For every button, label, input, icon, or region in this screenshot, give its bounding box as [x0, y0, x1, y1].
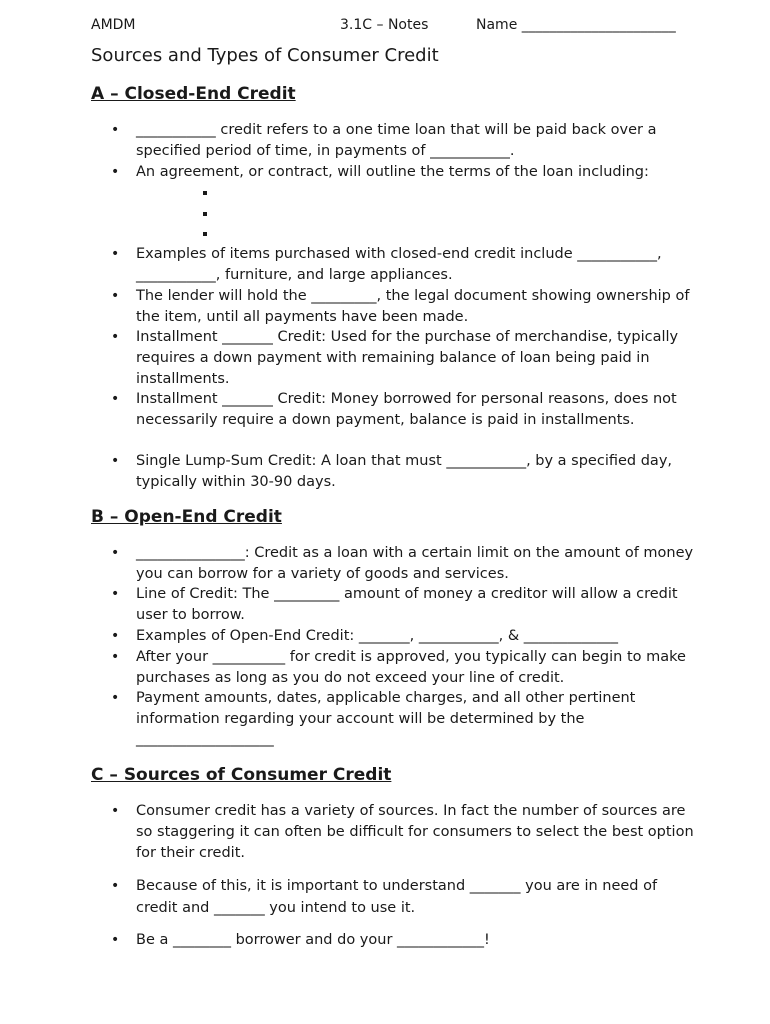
name-field: Name ______________________ [476, 17, 676, 33]
section-c-heading: C – Sources of Consumer Credit [91, 765, 392, 785]
sub-bullet [202, 204, 222, 222]
sub-bullet [202, 183, 222, 201]
list-item: • _______________: Credit as a loan with a certain limit on the amount of money you can borrow for a variety of goods and services. [136, 543, 696, 585]
section-a-heading: A – Closed-End Credit [91, 84, 296, 104]
list-item: • Consumer credit has a variety of sources. In fact the number of sources are so staggering it can often be difficult for consumers to select the best option for their credit. [136, 801, 696, 863]
list-item: • Be a ________ borrower and do your ____________! [136, 930, 696, 951]
list-item: • After your __________ for credit is approved, you typically can begin to make purchases as long as you do not exceed your line of credit. [136, 647, 696, 689]
list-item: • An agreement, or contract, will outline the terms of the loan including: [136, 162, 696, 183]
page-title: Sources and Types of Consumer Credit [91, 45, 439, 66]
section-b-heading: B – Open-End Credit [91, 507, 282, 527]
list-item: • Installment _______ Credit: Money borrowed for personal reasons, does not necessarily require a down payment, balance is paid in installments. [136, 389, 696, 431]
list-item: • The lender will hold the _________, the legal document showing ownership of the item, until all payments have been made. [136, 286, 696, 328]
list-item: • Examples of Open-End Credit: _______, ___________, & _____________ [136, 626, 696, 647]
unit-label: 3.1C – Notes [340, 17, 429, 33]
list-item: • Examples of items purchased with closed-end credit include ___________, ___________, furniture, and large appliances. [136, 244, 696, 286]
list-item: • Line of Credit: The _________ amount of money a creditor will allow a credit user to borrow. [136, 584, 696, 626]
list-item: • ___________ credit refers to a one time loan that will be paid back over a specified period of time, in payments of ___________. [136, 120, 696, 162]
list-item: • Because of this, it is important to understand _______ you are in need of credit and _______ you intend to use it. [136, 875, 696, 919]
list-item: • Installment _______ Credit: Used for the purchase of merchandise, typically requires a down payment with remaining balance of loan being paid in installments. [136, 327, 696, 389]
list-item: • Single Lump-Sum Credit: A loan that must ___________, by a specified day, typically within 30-90 days. [136, 451, 696, 493]
course-label: AMDM [91, 17, 136, 33]
list-item: • Payment amounts, dates, applicable charges, and all other pertinent information regarding your account will be determined by the ___________________ [136, 688, 696, 750]
sub-bullet [202, 224, 222, 242]
